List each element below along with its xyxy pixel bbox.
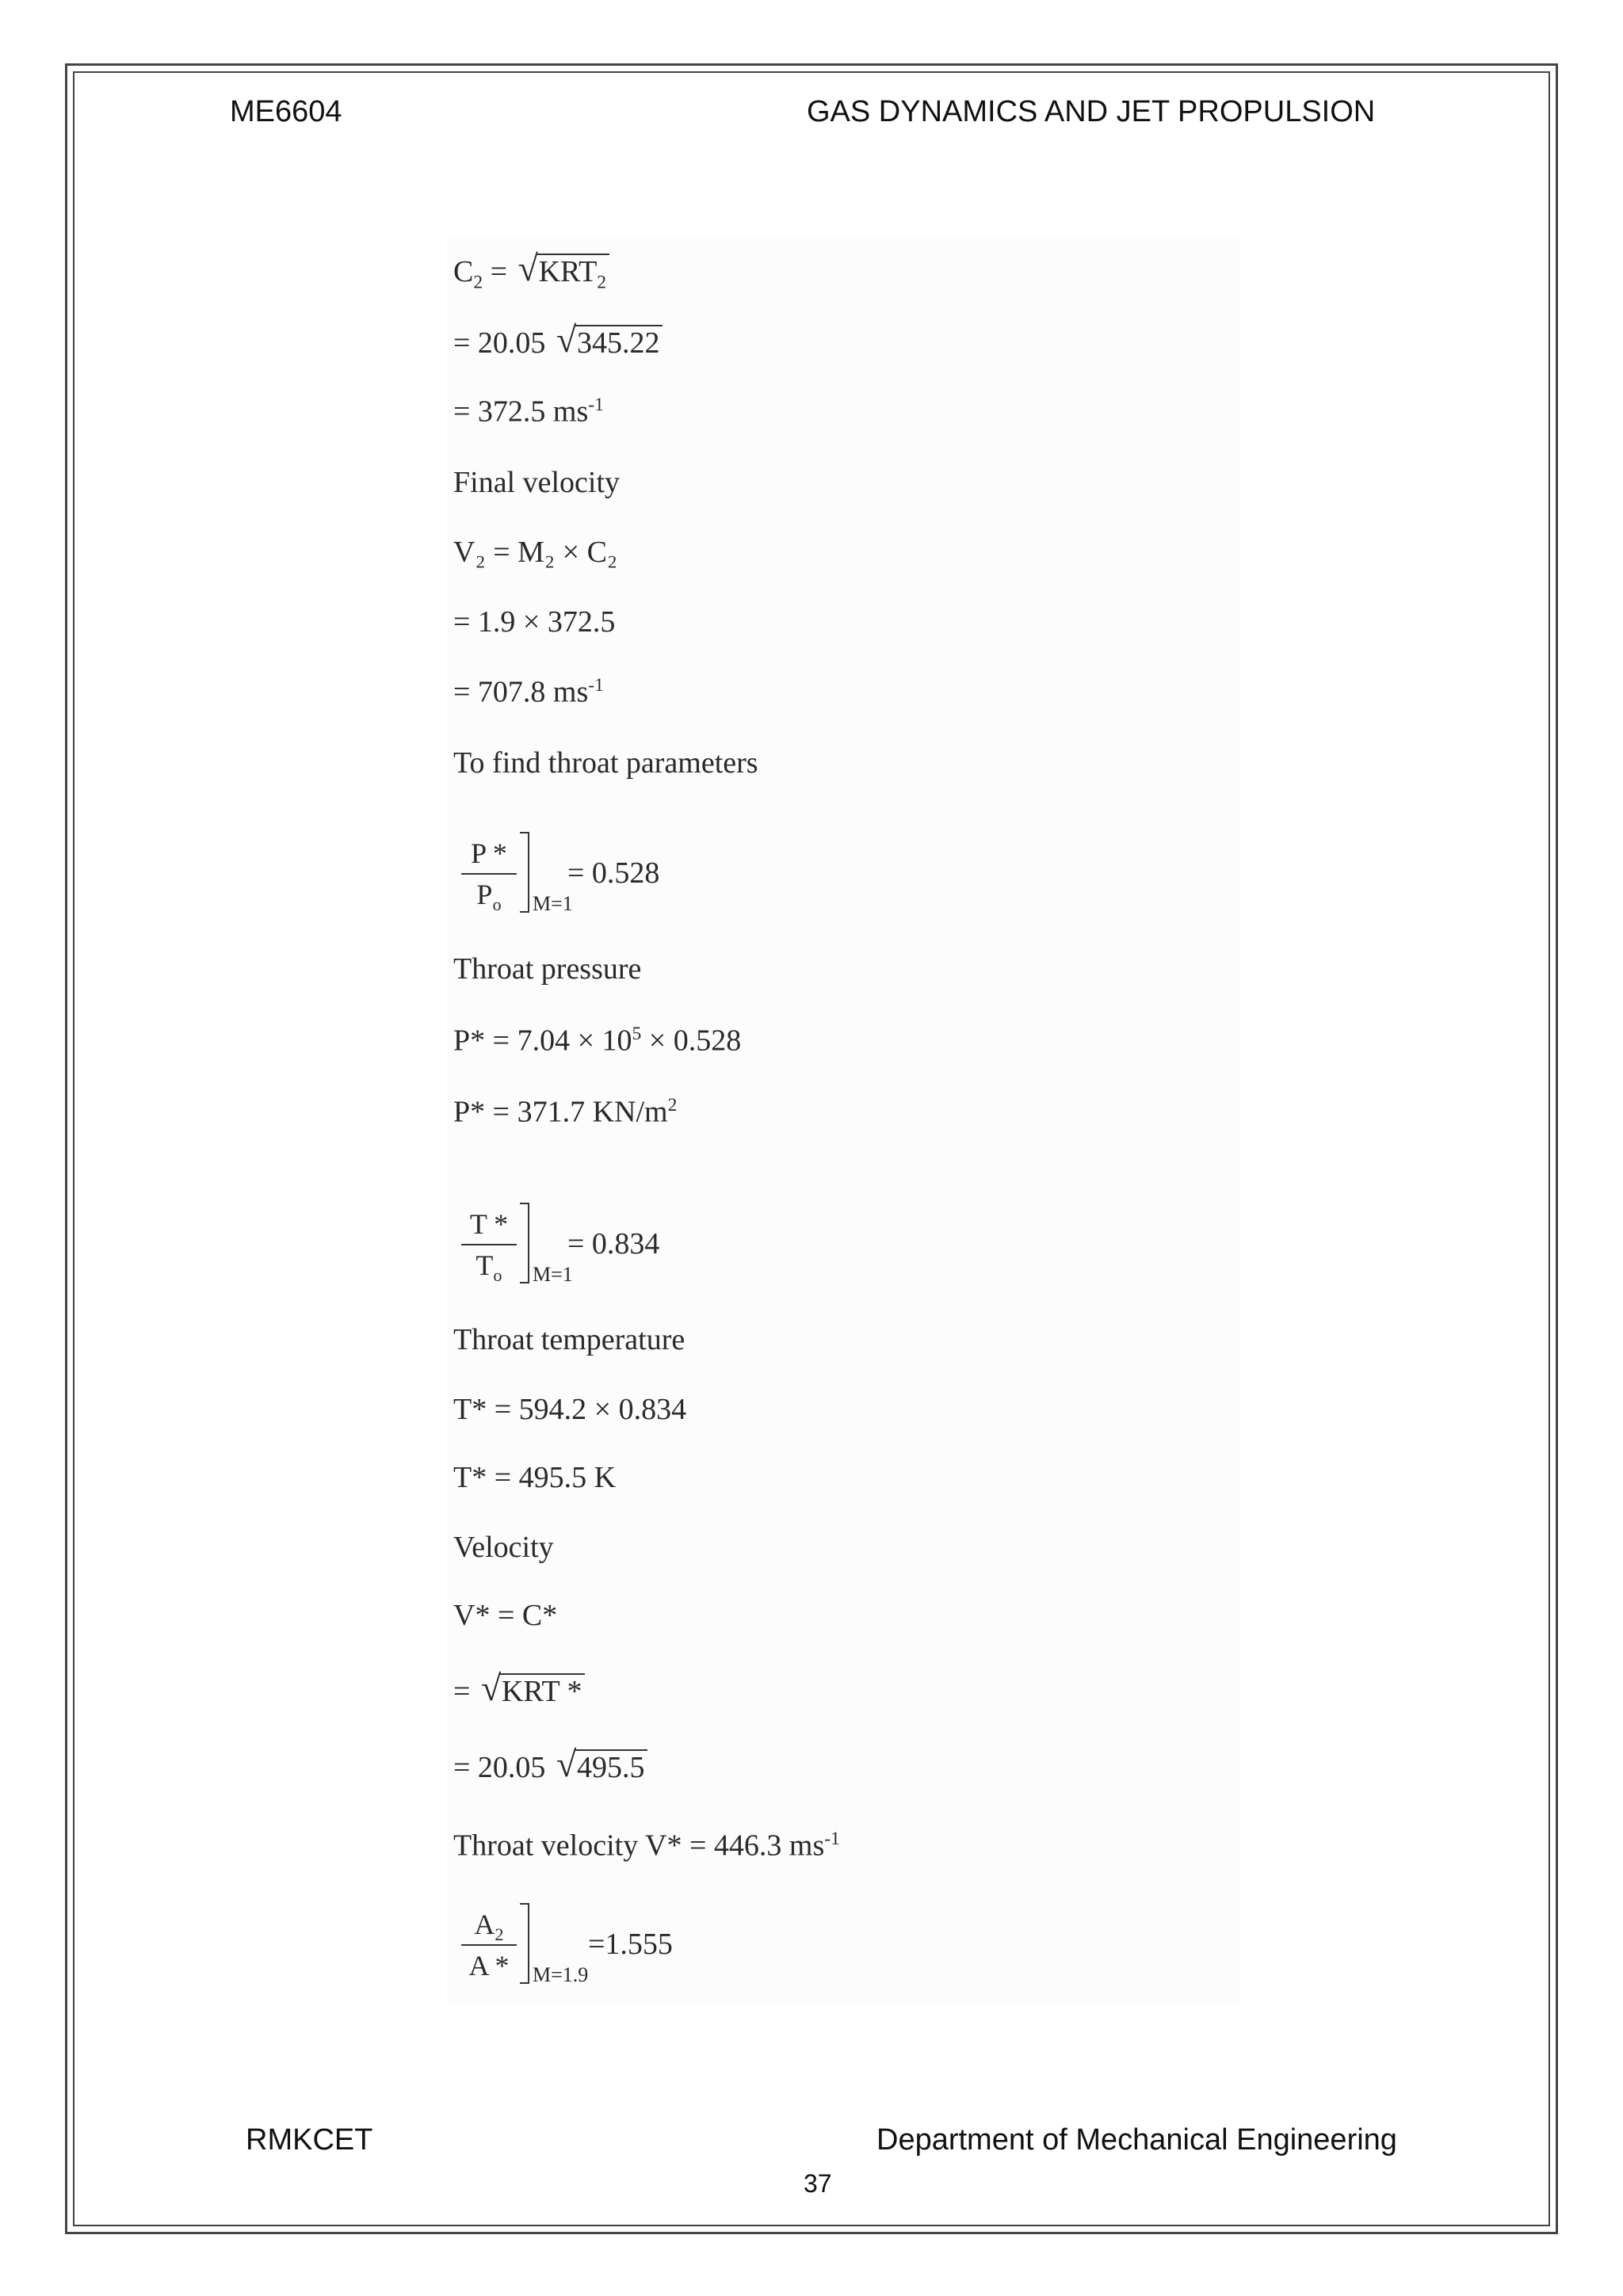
v-star-formula: = √ KRT * <box>453 1673 585 1707</box>
temperature-ratio-fraction: T * $T_o$ <box>461 1206 517 1283</box>
t-star-result: T* = 495.5 K <box>453 1461 617 1494</box>
velocity-label: Velocity <box>453 1531 554 1564</box>
throat-params-label: To find throat parameters <box>453 746 758 780</box>
sqrt-sign-icon: √ 345.22 <box>556 325 663 358</box>
area-ratio-fraction: $A_2$ A * <box>461 1906 517 1984</box>
t-star-calc: T* = 594.2 × 0.834 <box>453 1393 687 1426</box>
throat-pressure-label: Throat pressure <box>453 952 642 986</box>
throat-velocity-result: Throat velocity V* = 446.3 $ms^{-1}$ <box>453 1829 840 1863</box>
c2-formula: $C_2$ = √ $KRT_2$ <box>453 254 609 292</box>
temperature-ratio-equation: T * $T_o$ M=1 = 0.834 <box>453 1206 770 1293</box>
v-star-equation: V* = C* <box>453 1599 558 1632</box>
bracket-icon <box>520 1903 529 1984</box>
p-star-calc: $P* = 7.04 \times 10^5 \times 0.528$ <box>453 1024 742 1058</box>
course-title: GAS DYNAMICS AND JET PROPULSION <box>807 95 1376 128</box>
final-velocity-label: Final velocity <box>453 466 621 499</box>
footer-institution: RMKCET <box>246 2123 373 2157</box>
p-star-result: P* = 371.7 $KN/m^2$ <box>453 1095 678 1129</box>
sqrt-sign-icon: √ KRT * <box>481 1673 586 1707</box>
c2-result: = 372.5 $ms^{-1}$ <box>453 395 604 429</box>
v2-result: = 707.8 $ms^{-1}$ <box>453 675 604 709</box>
c2-calc: = 20.05 √ 345.22 <box>453 325 663 358</box>
v2-calc: = 1.9 × 372.5 <box>453 605 616 639</box>
bracket-icon <box>520 1203 529 1283</box>
area-ratio-equation: $A_2$ A * M=1.9 =1.555 <box>453 1906 770 1993</box>
pressure-ratio-fraction: P * $P_o$ <box>461 835 517 913</box>
bracket-icon <box>520 832 529 913</box>
pressure-ratio-equation: P * $P_o$ M=1 = 0.528 <box>453 835 770 922</box>
solution-content <box>447 238 1239 2004</box>
page-number: 37 <box>804 2169 832 2198</box>
v-star-calc: = 20.05 √ 495.5 <box>453 1749 647 1783</box>
course-code: ME6604 <box>230 95 342 128</box>
throat-temperature-label: Throat temperature <box>453 1323 685 1356</box>
sqrt-sign-icon: √ 495.5 <box>556 1749 648 1783</box>
v2-formula: V₂ = M₂ × C₂ <box>453 536 618 569</box>
sqrt-sign-icon: √ $KRT_2$ <box>518 254 610 292</box>
footer-department: Department of Mechanical Engineering <box>876 2123 1397 2157</box>
